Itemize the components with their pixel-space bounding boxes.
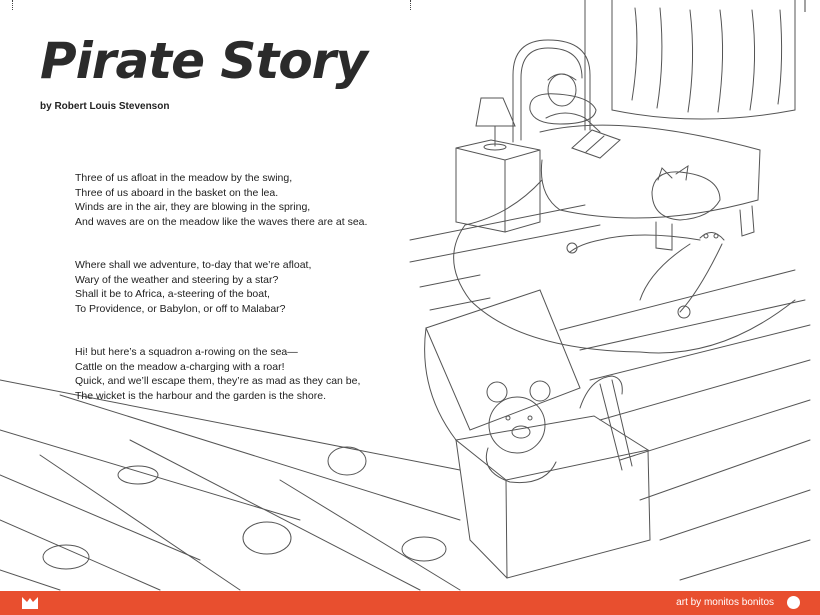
poem-stanza-1 [75, 171, 367, 229]
art-credit: art by monitos bonitos [676, 597, 774, 608]
footer-bar [0, 591, 820, 615]
poem-line: Three of us afloat in the meadow by the swing, [75, 172, 293, 184]
poem-line: And waves are on the meadow like the waves there are at sea. [75, 215, 368, 228]
poem-stanza-3 [75, 345, 360, 403]
page-title: Pirate Story [40, 32, 367, 90]
poem-stanza-2 [75, 258, 311, 316]
poem-line: Wary of the weather and steering by a star? [75, 273, 279, 286]
crop-mark-center [410, 0, 411, 10]
poem-line: Shall it be to Africa, a-steering of the boat, [75, 288, 270, 301]
poem-line: Where shall we adventure, to-day that we’re afloat, [75, 259, 312, 271]
poem-line: Cattle on the meadow a-charging with a roar! [75, 360, 285, 373]
poem-line: Winds are in the air, they are blowing in the spring, [75, 201, 311, 214]
poem-line: Quick, and we’ll escape them, they’re as mad as they can be, [75, 375, 361, 388]
author-byline: by Robert Louis Stevenson [40, 101, 170, 112]
poem-line: To Providence, or Babylon, or off to Malabar? [75, 302, 286, 315]
crop-mark-left [12, 0, 13, 10]
poem-line: Three of us aboard in the basket on the lea. [75, 186, 279, 199]
poem-line: The wicket is the harbour and the garden is the shore. [75, 389, 326, 402]
poem-line: Hi! but here’s a squadron a-rowing on the sea— [75, 346, 298, 358]
page-dot-icon [787, 596, 800, 609]
publisher-logo-icon [21, 596, 39, 610]
